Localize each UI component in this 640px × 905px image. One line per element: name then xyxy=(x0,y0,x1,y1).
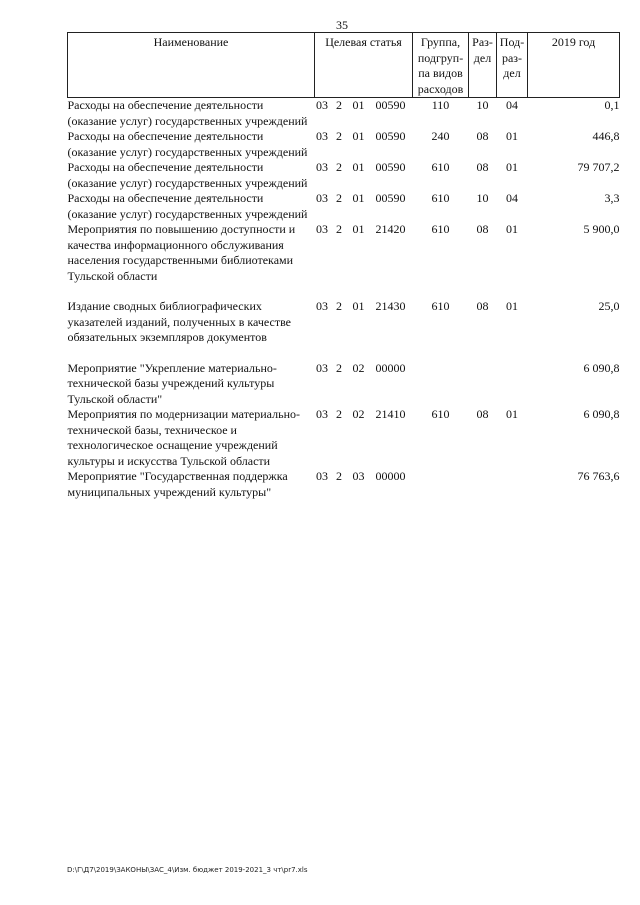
row-target-direction: 00590 xyxy=(375,98,406,112)
header-group: Группа, подгруп-па видов расходов xyxy=(413,33,469,98)
row-group: 110 xyxy=(431,98,450,112)
row-target-program: 03 xyxy=(316,360,328,375)
row-target-direction: 21420 xyxy=(375,222,406,236)
header-name: Наименование xyxy=(68,33,315,98)
row-name: Расходы на обеспечение деятельности (оказание услуг) государственных учреждений xyxy=(67,98,308,128)
row-amount: 6 090,8 xyxy=(583,360,620,375)
row-subsection xyxy=(497,361,528,408)
row-target-direction: 00590 xyxy=(375,191,406,205)
row-name: Расходы на обеспечение деятельности (оказание услуг) государственных учреждений xyxy=(67,129,308,159)
row-subsection: 01 xyxy=(506,407,519,421)
row-name: Расходы на обеспечение деятельности (оказание услуг) государственных учреждений xyxy=(67,160,308,190)
row-name: Мероприятия по повышению доступности и качества информационного обслуживания населения государственными библиотеками Тульской области xyxy=(67,222,296,283)
row-target-subprogram: 2 xyxy=(336,98,342,112)
row-target-event: 01 xyxy=(352,98,365,112)
row-amount: 446,8 xyxy=(592,129,620,143)
row-group: 610 xyxy=(431,299,450,313)
header-section: Раз-дел xyxy=(469,33,497,98)
row-name: Издание сводных библиографических указателей изданий, полученных в качестве обязательных экземпляров документов xyxy=(67,299,292,344)
row-target-subprogram: 2 xyxy=(336,129,342,143)
table-row xyxy=(68,160,620,191)
row-section: 10 xyxy=(476,98,489,112)
row-target-subprogram: 2 xyxy=(336,222,342,236)
row-subsection: 01 xyxy=(506,129,519,143)
row-section: 08 xyxy=(476,222,489,236)
row-target-event: 01 xyxy=(352,129,365,143)
header-target: Целевая статья xyxy=(315,33,413,98)
row-target-subprogram: 2 xyxy=(336,469,342,483)
row-target-event: 01 xyxy=(352,191,365,205)
row-subsection: 01 xyxy=(506,222,519,236)
row-target-direction: 00000 xyxy=(375,360,406,375)
row-section: 10 xyxy=(476,191,489,205)
row-subsection: 04 xyxy=(506,191,519,205)
header-subsection: Под-раз-дел xyxy=(497,33,528,98)
table-header-row xyxy=(68,33,620,98)
table-row xyxy=(68,361,620,408)
row-target-direction: 00590 xyxy=(375,160,406,174)
row-target-program: 03 xyxy=(316,469,328,483)
table-row xyxy=(68,299,620,346)
row-group xyxy=(413,469,469,500)
row-target-direction: 21410 xyxy=(375,407,406,421)
row-subsection: 04 xyxy=(506,98,519,112)
row-section: 08 xyxy=(476,299,489,313)
table-row xyxy=(68,129,620,160)
file-path-footer: D:\Г\Д7\2019\ЗАКОНЫ\ЗАС_4\Изм. бюджет 2019-2021_3 чт\pr7.xls xyxy=(67,866,308,874)
row-amount: 79 707,2 xyxy=(577,160,620,174)
table-row xyxy=(68,469,620,500)
row-amount: 5 900,0 xyxy=(583,222,620,236)
row-target-event: 03 xyxy=(352,469,365,483)
row-target-subprogram: 2 xyxy=(336,299,342,313)
row-name: Мероприятия по модернизации материально-технической базы, техническое и технологическое оснащение учреждений культуры и искусства Тульской области xyxy=(67,407,300,468)
row-target-program: 03 xyxy=(316,222,328,236)
row-group: 610 xyxy=(431,407,450,421)
row-section: 08 xyxy=(476,160,489,174)
row-spacer xyxy=(68,346,620,361)
row-target-event: 01 xyxy=(352,222,365,236)
table-row xyxy=(68,98,620,130)
row-amount: 6 090,8 xyxy=(583,407,620,421)
row-section: 08 xyxy=(476,407,489,421)
table-row xyxy=(68,191,620,222)
row-name: Мероприятие "Государственная поддержка муниципальных учреждений культуры" xyxy=(67,469,288,499)
row-spacer xyxy=(68,284,620,299)
budget-table xyxy=(67,32,620,500)
table-row xyxy=(68,407,620,469)
row-group xyxy=(413,361,469,408)
row-target-program: 03 xyxy=(316,129,328,143)
row-amount: 3,3 xyxy=(604,191,620,205)
row-amount: 25,0 xyxy=(598,299,620,313)
row-target-subprogram: 2 xyxy=(336,191,342,205)
row-target-program: 03 xyxy=(316,160,328,174)
row-target-program: 03 xyxy=(316,98,328,112)
row-amount: 0,1 xyxy=(604,98,620,112)
header-year: 2019 год xyxy=(528,33,620,98)
row-name: Расходы на обеспечение деятельности (оказание услуг) государственных учреждений xyxy=(67,191,308,221)
row-target-program: 03 xyxy=(316,407,328,421)
row-section: 08 xyxy=(476,129,489,143)
page-number: 35 xyxy=(336,18,348,32)
row-target-program: 03 xyxy=(316,299,328,313)
row-target-event: 02 xyxy=(352,360,365,375)
row-subsection: 01 xyxy=(506,160,519,174)
row-section xyxy=(469,469,497,500)
row-group: 610 xyxy=(431,191,450,205)
row-target-event: 01 xyxy=(352,160,365,174)
row-target-direction: 00590 xyxy=(375,129,406,143)
row-subsection xyxy=(497,469,528,500)
row-target-subprogram: 2 xyxy=(336,360,342,375)
row-group: 610 xyxy=(431,160,450,174)
row-target-subprogram: 2 xyxy=(336,407,342,421)
row-name: Мероприятие "Укрепление материально-технической базы учреждений культуры Тульской области" xyxy=(67,360,277,406)
row-target-program: 03 xyxy=(316,191,328,205)
row-group: 610 xyxy=(431,222,450,236)
row-section xyxy=(469,361,497,408)
row-target-direction: 21430 xyxy=(375,299,406,313)
row-target-event: 02 xyxy=(352,407,365,421)
row-target-direction: 00000 xyxy=(375,469,406,483)
table-row xyxy=(68,222,620,284)
row-amount: 76 763,6 xyxy=(577,469,620,483)
row-group: 240 xyxy=(431,129,450,143)
row-subsection: 01 xyxy=(506,299,519,313)
row-target-subprogram: 2 xyxy=(336,160,342,174)
row-target-event: 01 xyxy=(352,299,365,313)
